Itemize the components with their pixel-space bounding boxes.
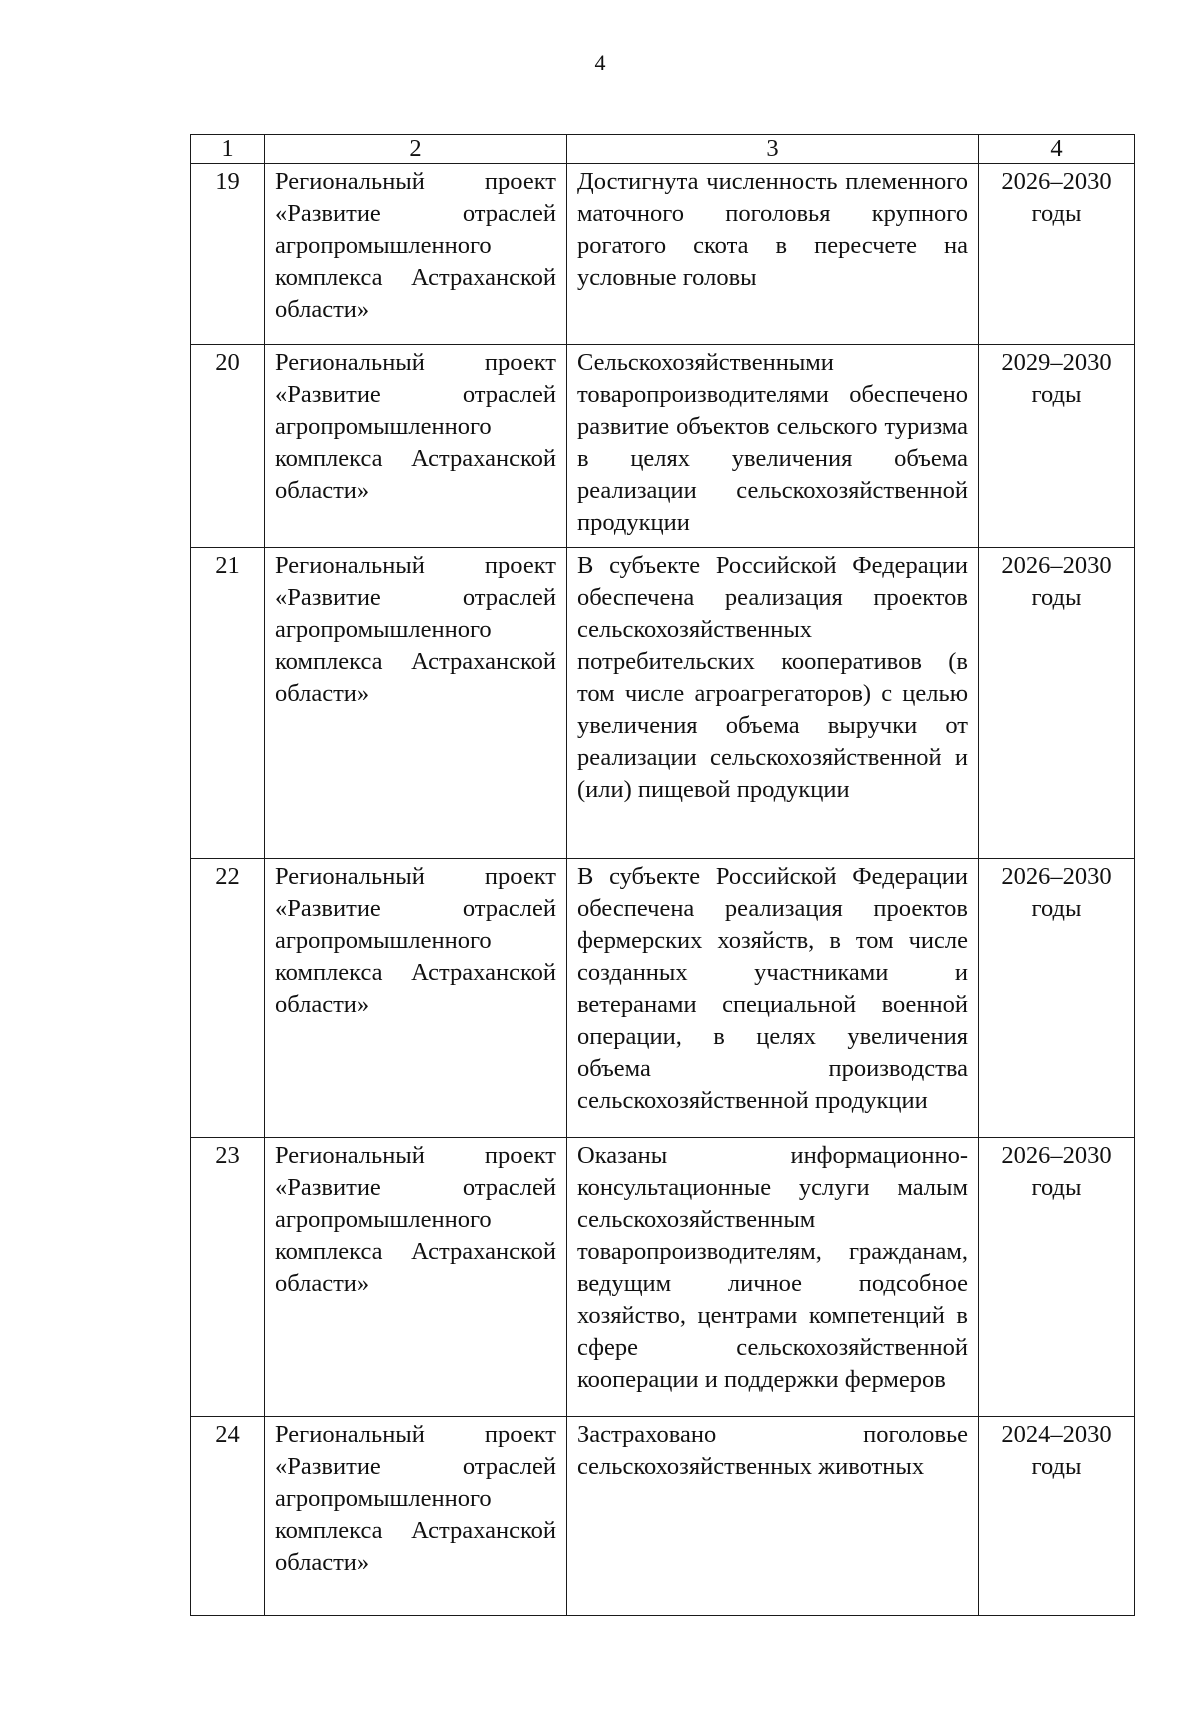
term-years: 2024–2030 xyxy=(1001,1421,1112,1448)
header-col-1: 1 xyxy=(191,135,265,164)
term-unit: годы xyxy=(1031,381,1082,408)
project-name: Региональный проект «Развитие отраслей агропромышленного комплекса Астраханской области» xyxy=(265,1417,567,1616)
implementation-term xyxy=(979,859,1135,1138)
term-unit: годы xyxy=(1031,895,1082,922)
row-number: 22 xyxy=(191,859,265,1138)
project-name: Региональный проект «Развитие отраслей агропромышленного комплекса Астраханской области» xyxy=(265,164,567,345)
row-number: 19 xyxy=(191,164,265,345)
table-row xyxy=(191,1138,1135,1417)
implementation-term xyxy=(979,164,1135,345)
project-name: Региональный проект «Развитие отраслей агропромышленного комплекса Астраханской области» xyxy=(265,859,567,1138)
row-number: 23 xyxy=(191,1138,265,1417)
table-row xyxy=(191,345,1135,548)
header-col-3: 3 xyxy=(567,135,979,164)
term-years: 2026–2030 xyxy=(1001,168,1112,195)
implementation-term xyxy=(979,345,1135,548)
result-description: В субъекте Российской Федерации обеспечена реализация проектов фермерских хозяйств, в том числе созданных участниками и ветеранами специальной военной операции, в целях увеличения объема производства сельскохозяйственной продукции xyxy=(567,859,979,1138)
implementation-term xyxy=(979,1138,1135,1417)
term-years: 2026–2030 xyxy=(1001,1142,1112,1169)
term-years: 2026–2030 xyxy=(1001,552,1112,579)
header-col-4: 4 xyxy=(979,135,1135,164)
measures-table xyxy=(190,134,1135,1616)
result-description: Застраховано поголовье сельскохозяйственных животных xyxy=(567,1417,979,1616)
implementation-term xyxy=(979,548,1135,859)
table-row xyxy=(191,1417,1135,1616)
result-description: В субъекте Российской Федерации обеспечена реализация проектов сельскохозяйственных потребительских кооперативов (в том числе агроагрегаторов) с целью увеличения объема выручки от реализации сельскохозяйственной и (или) пищевой продукции xyxy=(567,548,979,859)
term-years: 2026–2030 xyxy=(1001,863,1112,890)
term-unit: годы xyxy=(1031,1174,1082,1201)
table-row xyxy=(191,859,1135,1138)
table-body xyxy=(191,164,1135,1616)
page-number: 4 xyxy=(594,50,606,75)
term-unit: годы xyxy=(1031,584,1082,611)
table-row xyxy=(191,164,1135,345)
header-row xyxy=(191,135,1135,164)
header-col-2: 2 xyxy=(265,135,567,164)
term-years: 2029–2030 xyxy=(1001,349,1112,376)
table-header xyxy=(191,135,1135,164)
result-description: Достигнута численность племенного маточного поголовья крупного рогатого скота в пересчете на условные головы xyxy=(567,164,979,345)
term-unit: годы xyxy=(1031,1453,1082,1480)
result-description: Оказаны информационно-консультационные услуги малым сельскохозяйственным товаропроизводителям, гражданам, ведущим личное подсобное хозяйство, центрами компетенций в сфере сельскохозяйственной кооперации и поддержки фермеров xyxy=(567,1138,979,1417)
row-number: 21 xyxy=(191,548,265,859)
row-number: 20 xyxy=(191,345,265,548)
row-number: 24 xyxy=(191,1417,265,1616)
project-name: Региональный проект «Развитие отраслей агропромышленного комплекса Астраханской области» xyxy=(265,345,567,548)
table-row xyxy=(191,548,1135,859)
implementation-term xyxy=(979,1417,1135,1616)
project-name: Региональный проект «Развитие отраслей агропромышленного комплекса Астраханской области» xyxy=(265,1138,567,1417)
project-name: Региональный проект «Развитие отраслей агропромышленного комплекса Астраханской области» xyxy=(265,548,567,859)
term-unit: годы xyxy=(1031,200,1082,227)
result-description: Сельскохозяйственными товаропроизводителями обеспечено развитие объектов сельского туризма в целях увеличения объема реализации сельскохозяйственной продукции xyxy=(567,345,979,548)
